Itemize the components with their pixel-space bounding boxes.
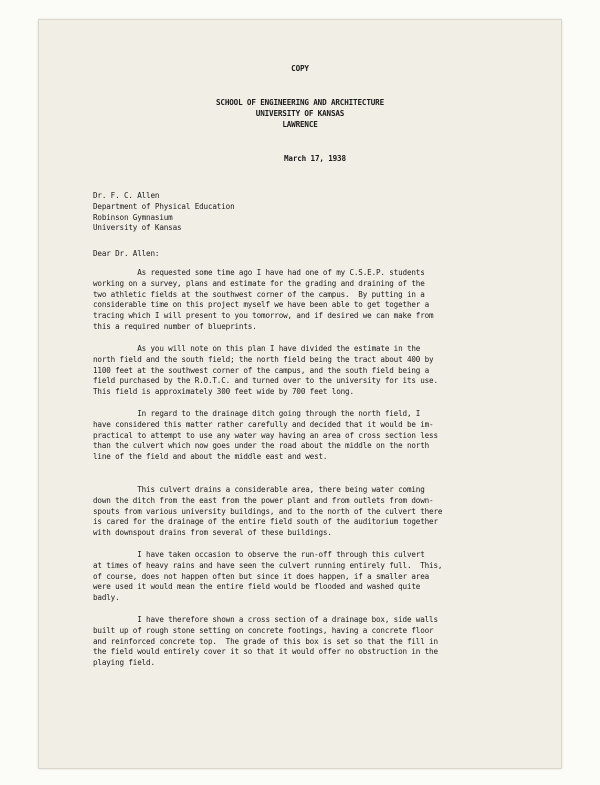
paragraph-3 [93,409,523,463]
paragraph-line: In regard to the drainage ditch going through the north field, I [93,409,421,418]
salutation: Dear Dr. Allen: [93,249,160,258]
paragraph-line: I have taken occasion to observe the run-off through this culvert [93,550,425,559]
paragraph-line: were used it would mean the entire field would be flooded and washed quite [93,582,421,592]
paragraph-line: This culvert drains a considerable area, there being water coming [93,485,425,494]
paragraph-line: This field is approximately 300 feet wide by 700 feet long. [93,387,354,397]
paragraph-1 [93,268,523,333]
paragraph-line: the field would entirely cover it so that it would offer no obstruction in the [93,647,438,657]
recipient-department: Department of Physical Education [93,201,235,211]
recipient-building: Robinson Gymnasium [93,212,173,222]
recipient-name: Dr. F. C. Allen [93,191,160,200]
paragraph-line: As you will note on this plan I have divided the estimate in the [93,344,421,353]
paragraph-4 [93,485,523,539]
paragraph-line: line of the field and about the middle east and west. [93,452,328,462]
paragraph-line: than the culvert which now goes under the road about the middle on the north [93,441,430,451]
paragraph-line: I have therefore shown a cross section of a drainage box, side walls [93,615,438,624]
paragraph-line: of course, does not happen often but since it does happen, if a smaller area [93,571,430,581]
paragraph-line: working on a survey, plans and estimate for the grading and draining of the [93,278,425,288]
paragraph-line: this a required number of blueprints. [93,321,257,331]
paragraph-line: practical to attempt to use any water way having an area of cross section less [93,430,438,440]
paragraph-line: tracing which I will present to you tomorrow, and if desired we can make from [93,311,434,321]
paragraph-line: spouts from various university buildings, and to the north of the culvert there [93,506,443,516]
paragraph-line: 1100 feet at the southwest corner of the campus, and the south field being a [93,365,430,375]
paragraph-line: field purchased by the R.O.T.C. and turned over to the university for its use. [93,376,438,386]
paragraph-6 [93,615,523,669]
copy-label: COPY [291,64,309,73]
letter-sheet [38,19,562,769]
letterhead-city: LAWRENCE [282,119,318,129]
paragraph-line: built up of rough stone setting on concrete footings, having a concrete floor [93,625,434,635]
paragraph-line: and reinforced concrete top. The grade of this box is set so that the fill in [93,636,438,646]
letterhead-school: SCHOOL OF ENGINEERING AND ARCHITECTURE [215,98,385,107]
paragraph-2 [93,344,523,398]
paragraph-line: at times of heavy rains and have seen the culvert running entirely full. This, [93,560,443,570]
paragraph-line: considerable time on this project myself we have been able to get together a [93,300,430,310]
paragraph-line: badly. [93,593,120,603]
paragraph-line: two athletic fields at the southwest corner of the campus. By putting in a [93,289,425,299]
paragraph-line: is cared for the drainage of the entire field south of the auditorium together [93,517,438,527]
letterhead [39,98,561,130]
paragraph-5 [93,550,523,604]
paragraph-line: with downspout drains from several of these buildings. [93,528,332,538]
recipient-institution: University of Kansas [93,223,182,233]
paragraph-line: As requested some time ago I have had one of my C.S.E.P. students [93,268,425,277]
paragraph-line: north field and the south field; the north field being the tract about 400 by [93,354,434,364]
paragraph-line: have considered this matter rather carefully and decided that it would be im- [93,419,434,429]
letterhead-university: UNIVERSITY OF KANSAS [255,108,345,118]
paragraph-line: down the ditch from the east from the power plant and from outlets from down- [93,495,434,505]
paragraph-line: playing field. [93,658,155,668]
letter-date: March 17, 1938 [284,154,346,163]
recipient-address [93,191,235,234]
